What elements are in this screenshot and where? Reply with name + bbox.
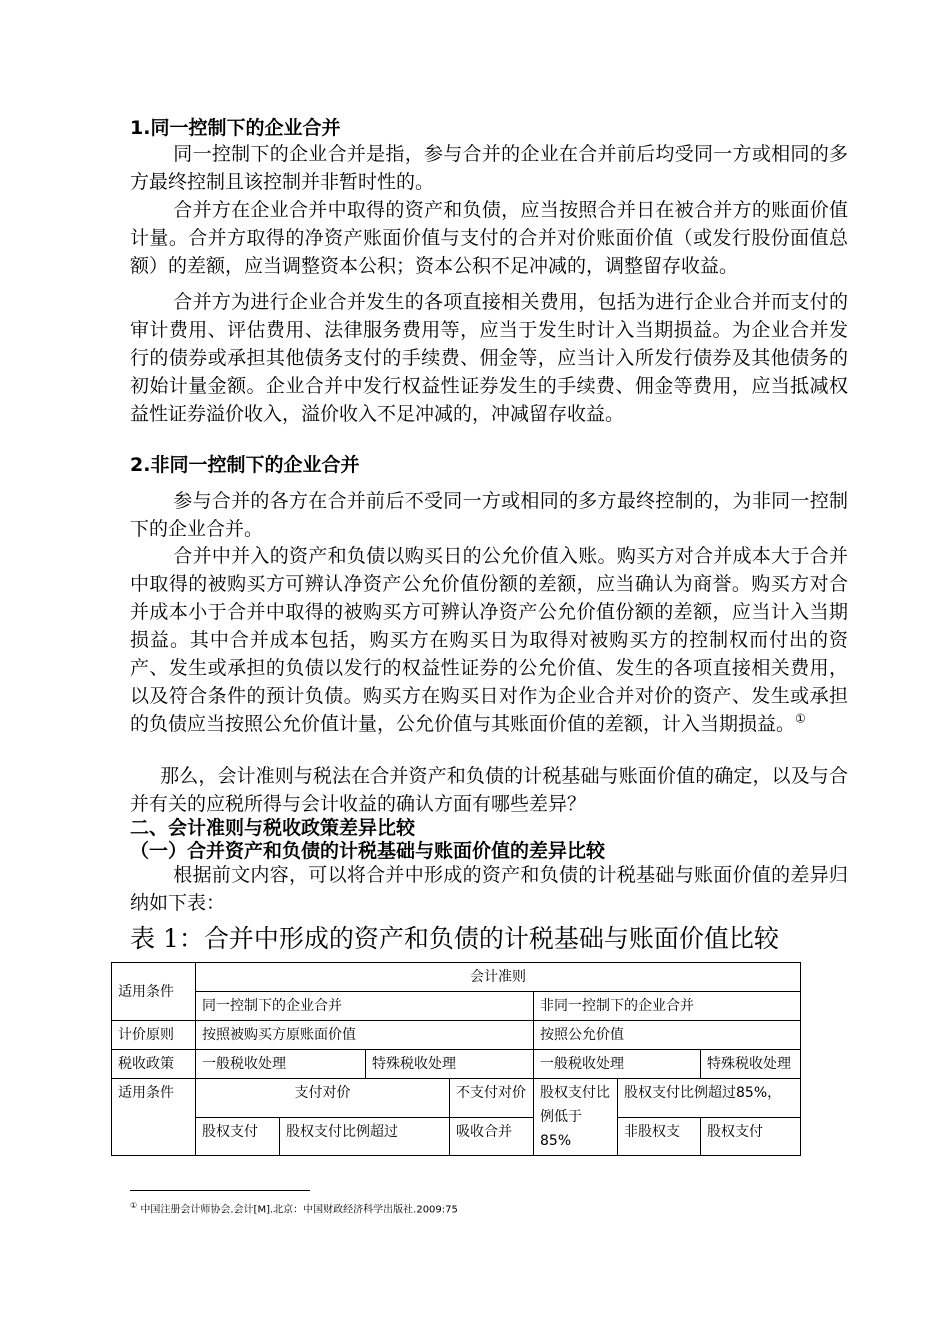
table-cell: 不支付对价 <box>450 1079 534 1118</box>
section-1-paragraph-3: 合并方为进行企业合并发生的各项直接相关费用，包括为进行企业合并而支付的审计费用、评估费用、法律服务费用等，应当于发生时计入当期损益。为企业合并发行的债券或承担其他债务支付的手续费、佣金等，应当计入所发行债券及其他债务的初始计量金额。企业合并中发行权益性证券发生的手续费、佣金等费用，应当抵减权益性证券溢价收入，溢价收入不足冲减的，冲减留存收益。 <box>130 291 848 425</box>
part-2-intro: 根据前文内容，可以将合并中形成的资产和负债的计税基础与账面价值的差异归纳如下表： <box>130 864 848 914</box>
table-cell: 支付对价 <box>196 1079 450 1118</box>
section-1-heading: 1.同一控制下的企业合并 <box>130 117 341 139</box>
footnote-reference[interactable]: ① <box>795 711 806 726</box>
table-row <box>112 1117 801 1156</box>
table-cell: 一般税收处理 <box>534 1050 701 1079</box>
table-row <box>112 1079 801 1118</box>
table-caption: 表 1：合并中形成的资产和负债的计税基础与账面价值比较 <box>130 924 779 953</box>
footnote <box>130 1199 458 1217</box>
table-cell: 非同一控制下的企业合并 <box>534 992 801 1021</box>
table-cell: 会计准则 <box>196 963 801 992</box>
table-cell: 非股权支 <box>618 1117 701 1156</box>
table-cell: 一般税收处理 <box>196 1050 366 1079</box>
table-cell: 特殊税收处理 <box>701 1050 801 1079</box>
table-cell: 吸收合并 <box>450 1117 534 1156</box>
table-row <box>112 1021 801 1050</box>
footnote-text: 中国注册会计师协会.会计[M].北京：中国财政经济科学出版社.2009:75 <box>140 1204 458 1216</box>
part-2-heading: 二、会计准则与税收政策差异比较 <box>130 817 416 839</box>
section-2-heading: 2.非同一控制下的企业合并 <box>130 454 360 476</box>
section-2-paragraph-1: 参与合并的各方在合并前后不受同一方或相同的多方最终控制的，为非同一控制下的企业合并。 <box>130 490 848 540</box>
footnote-divider <box>130 1190 310 1191</box>
comparison-table <box>111 962 801 1156</box>
section-1-paragraph-1: 同一控制下的企业合并是指，参与合并的企业在合并前后均受同一方或相同的多方最终控制且该控制并非暂时性的。 <box>130 143 848 193</box>
footnote-mark: ① <box>130 1201 138 1210</box>
table-cell: 适用条件 <box>112 1079 196 1156</box>
table-cell: 股权支付 <box>196 1117 280 1156</box>
table-row <box>112 963 801 992</box>
table-cell: 股权支付 <box>701 1117 801 1156</box>
table-row <box>112 1050 801 1079</box>
table-cell: 股权支付比例低于85% <box>534 1079 618 1156</box>
table-cell: 特殊税收处理 <box>366 1050 534 1079</box>
section-2-paragraph-2: 合并中并入的资产和负债以购买日的公允价值入账。购买方对合并成本大于合并中取得的被购买方可辨认净资产公允价值份额的差额，应当确认为商誉。购买方对合并成本小于合并中取得的被购买方可辨认净资产公允价值份额的差额，应当计入当期损益。其中合并成本包括，购买方在购买日为取得对被购买方的控制权而付出的资产、发生或承担的负债以发行的权益性证券的公允价值、发生的各项直接相关费用，以及符合条件的预计负债。购买方在购买日对作为企业合并对价的资产、发生或承担的负债应当按照公允价值计量，公允价值与其账面价值的差额，计入当期损益。① <box>130 545 848 735</box>
table-cell: 股权支付比例超过85%， <box>618 1079 801 1118</box>
table-cell: 股权支付比例超过 <box>280 1117 450 1156</box>
section-2-paragraph-3: 那么，会计准则与税法在合并资产和负债的计税基础与账面价值的确定，以及与合并有关的应税所得与会计收益的确认方面有哪些差异？ <box>130 765 848 815</box>
section-1-paragraph-2: 合并方在企业合并中取得的资产和负债，应当按照合并日在被合并方的账面价值计量。合并方取得的净资产账面价值与支付的合并对价账面价值（或发行股份面值总额）的差额，应当调整资本公积；资本公积不足冲减的，调整留存收益。 <box>130 199 848 277</box>
table-cell: 适用条件 <box>112 963 196 1021</box>
table-cell: 同一控制下的企业合并 <box>196 992 534 1021</box>
table-cell: 按照公允价值 <box>534 1021 801 1050</box>
table-row <box>112 992 801 1021</box>
table-cell: 计价原则 <box>112 1021 196 1050</box>
table-cell: 税收政策 <box>112 1050 196 1079</box>
part-2-sub-heading: （一）合并资产和负债的计税基础与账面价值的差异比较 <box>130 840 606 862</box>
table-cell: 按照被购买方原账面价值 <box>196 1021 534 1050</box>
